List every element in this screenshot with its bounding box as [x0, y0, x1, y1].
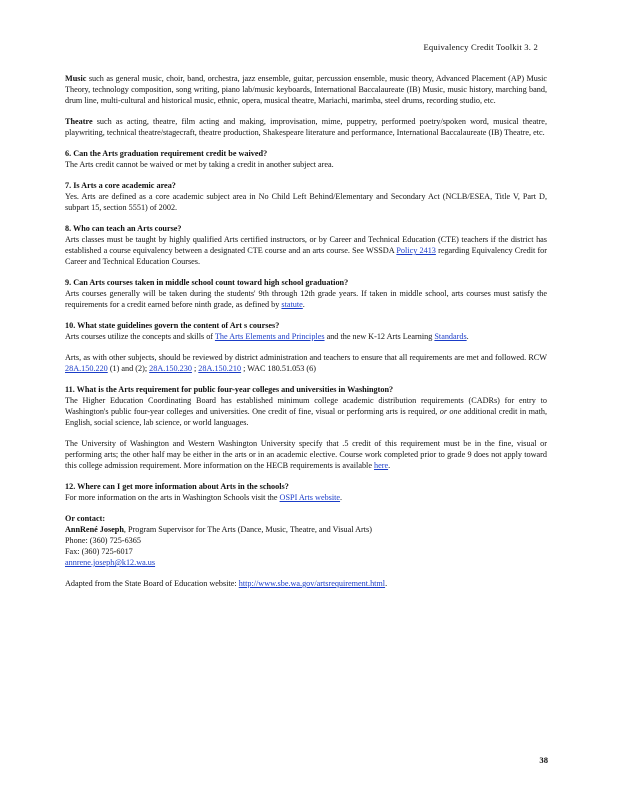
rcw-220-link[interactable]: 28A.150.220 [65, 364, 108, 373]
theatre-paragraph [65, 116, 547, 138]
answer-10-text-end: . [466, 332, 469, 341]
contact-email-link[interactable]: annrene.joseph@k12.wa.us [65, 558, 156, 567]
contact-title: , Program Supervisor for The Arts (Dance, Music, Theatre, and Visual Arts) [123, 525, 372, 534]
answer-12-text-end: . [340, 493, 343, 502]
answer-9-text: Arts courses generally will be taken during the students' 9th through 12th grade years. If taken in middle school, arts courses must satisfy the requirements for a credit earned before ninth grade, as defined by [65, 289, 547, 309]
arts-elements-link[interactable]: The Arts Elements and Principles [214, 332, 325, 341]
answer-11-text: The Higher Education Coordinating Board has established minimum college academic distribution requirements (CADRs) for entry to Washington's public four-year colleges and universities. One credit of fine, visual or performing arts is required, [65, 396, 547, 416]
document-body [65, 73, 547, 589]
ospi-arts-link[interactable]: OSPI Arts website [279, 493, 341, 502]
adapted-line [65, 578, 547, 589]
question-8: 8. Who can teach an Arts course? [65, 224, 182, 233]
answer-8 [65, 234, 547, 267]
question-7: 7. Is Arts a core academic area? [65, 181, 176, 190]
answer-11-text-end: additional credit in math, English, social science, lab science, or world languages. [65, 407, 547, 427]
adapted-text: Adapted from the State Board of Education website: [65, 579, 239, 588]
policy-2413-link[interactable]: Policy 2413 [396, 246, 436, 255]
answer-7: Yes. Arts are defined as a core academic subject area in No Child Left Behind/Elementary and Secondary Act (NCLB/ESEA, Title V, Part D, subpart 15, section 5551) of 2002. [65, 192, 547, 212]
page-number: 38 [539, 755, 548, 765]
question-9: 9. Can Arts courses taken in middle school count toward high school graduation? [65, 278, 349, 287]
uw-text: The University of Washington and Western Washington University specify that .5 credit of this requirement must be in the fine, visual or performing arts; the other half may be either in the arts or in an academic elective. Course work completed prior to grade 9 does not apply toward this college admission requirement. More information on the HECB requirements is available [65, 439, 547, 470]
contact-name-line [65, 524, 547, 535]
contact-heading: Or contact: [65, 514, 106, 523]
adapted-end: . [385, 579, 388, 588]
standards-link[interactable]: Standards [434, 332, 467, 341]
theatre-text: such as acting, theatre, film acting and making, improvisation, mime, puppetry, performed poetry/spoken word, musical theatre, playwriting, technical theatre/stagecraft, theatre production, Shakespeare literature and performance, International Baccalaureate (IB) Theatre, etc. [65, 117, 547, 137]
question-11: 11. What is the Arts requirement for public four-year colleges and universities in Washington? [65, 385, 394, 394]
music-paragraph [65, 73, 547, 106]
review-text-c: ; [191, 364, 199, 373]
statute-link[interactable]: statute [281, 300, 303, 309]
contact-phone: Phone: (360) 725-6365 [65, 536, 141, 545]
question-12: 12. Where can I get more information about Arts in the schools? [65, 482, 289, 491]
hecb-here-link[interactable]: here [374, 461, 389, 470]
answer-8-text: Arts classes must be taught by highly qualified Arts certified instructors, or by Career and Technical Education (CTE) teachers if the district has established a course equivalency between a designated CTE course and an arts course. See WSSDA [65, 235, 547, 255]
rcw-210-link[interactable]: 28A.150.210 [198, 364, 242, 373]
contact-fax: Fax: (360) 725-6017 [65, 547, 133, 556]
question-10: 10. What state guidelines govern the content of Art s courses? [65, 321, 280, 330]
answer-6: The Arts credit cannot be waived or met by taking a credit in another subject area. [65, 160, 334, 169]
question-6: 6. Can the Arts graduation requirement credit be waived? [65, 149, 268, 158]
answer-12-text: For more information on the arts in Washington Schools visit the [65, 493, 280, 502]
theatre-term: Theatre [65, 117, 93, 126]
rcw-230-link[interactable]: 28A.150.230 [149, 364, 192, 373]
answer-10-text-mid: and the new K-12 Arts Learning [324, 332, 435, 341]
music-term: Music [65, 74, 87, 83]
answer-8-text-end: regarding Equivalency Credit for Career and Technical Education Courses. [65, 246, 547, 266]
uw-text-end: . [388, 461, 391, 470]
answer-11-italic: or one [439, 407, 462, 416]
contact-email-line [65, 557, 547, 568]
music-text: such as general music, choir, band, orchestra, jazz ensemble, guitar, percussion ensemble, music theory, Advanced Placement (AP) Music Theory, technology composition, song writing, piano lab/music keyboards, International Baccalaureate (IB) Music, music history, marching band, drum line, multi-cultural and historical music, ethnic, opera, musical theatre, Mariachi, marimba, steel drums, recording studio, etc. [65, 74, 547, 105]
answer-10-text: Arts courses utilize the concepts and skills of [65, 332, 215, 341]
answer-9-text-end: . [302, 300, 305, 309]
review-text: Arts, as with other subjects, should be reviewed by district administration and teachers to ensure that all requirements are met and followed. RCW [65, 353, 547, 362]
sbe-website-link[interactable]: http://www.sbe.wa.gov/artsrequirement.html [238, 579, 386, 588]
answer-12 [65, 492, 547, 503]
contact-name: AnnRené Joseph [65, 525, 124, 534]
answer-11-uw [65, 438, 547, 471]
answer-11 [65, 395, 547, 428]
review-text-d: ; WAC 180.51.053 (6) [241, 364, 316, 373]
page-header: Equivalency Credit Toolkit 3. 2 [423, 42, 538, 52]
answer-9 [65, 288, 547, 310]
answer-10 [65, 331, 547, 342]
answer-10-review [65, 352, 547, 374]
review-text-b: (1) and (2); [107, 364, 150, 373]
